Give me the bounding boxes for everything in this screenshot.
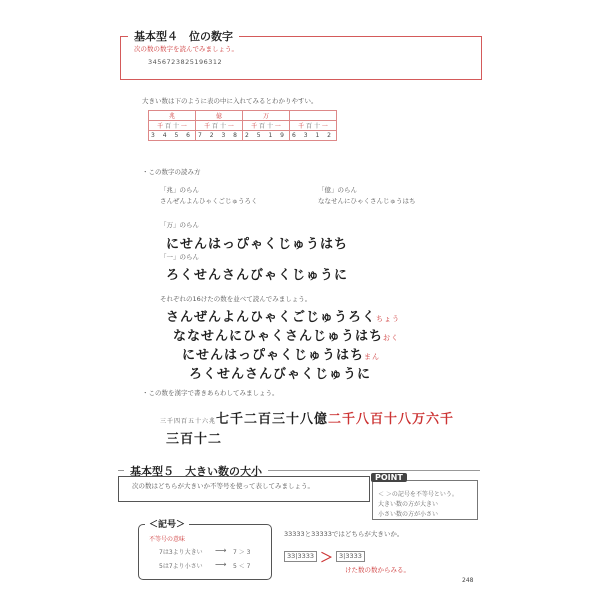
kigou-row-2-right: 5 ＜ 7: [233, 563, 251, 570]
table-caption: 大きい数は下のように表の中に入れてみるとわかりやすい。: [142, 97, 318, 105]
kigou-row-2-left: 5は7より小さい: [159, 563, 203, 570]
ichi-label: 「一」のらん: [160, 253, 199, 261]
group-header-man: 万: [243, 111, 290, 121]
units-ichi: 千 百 十 一: [290, 121, 337, 131]
digits-cho: 3 4 5 6: [149, 131, 196, 141]
group-header-ichi: [290, 111, 337, 121]
kanji-line-2: 三百十二: [166, 432, 223, 447]
kigou-heading: 不等号の意味: [149, 536, 186, 543]
section4-instruction: 次の数の数字を読んでみましょう。: [134, 45, 238, 53]
kigou-row-1-right: 7 ＞ 3: [233, 549, 251, 556]
reading-heading: ・ この数字の読み方: [142, 168, 201, 177]
units-oku: 千 百 十 一: [196, 121, 243, 131]
section5-instruction: 次の数はどちらが大きいか不等号を使って表してみましょう。: [132, 482, 314, 490]
compare-left: 33|3333: [284, 551, 317, 562]
digits-man: 2 5 1 9: [243, 131, 290, 141]
combined-line-2: ななせんにひゃくさんじゅうはちおく: [173, 329, 400, 344]
cho-reading: さんぜんよんひゃくごじゅうろく: [160, 197, 258, 205]
point-line-2: 大きい数の方が大きい: [378, 501, 439, 508]
compare-symbol: ＞: [320, 551, 334, 566]
kigou-box: [138, 520, 272, 580]
kigou-row-1-left: 7は3より大きい: [159, 549, 203, 556]
kanji-heading: ・ この数を漢字で書きあらわしてみましょう。: [142, 389, 279, 398]
group-header-oku: 億: [196, 111, 243, 121]
arrow-icon: ⟶: [215, 546, 227, 555]
place-value-table: [148, 110, 337, 141]
kigou-title: ＜記号＞: [145, 517, 189, 530]
combined-line-4: ろくせんさんびゃくじゅうに: [189, 367, 372, 382]
digits-oku: 7 2 3 8: [196, 131, 243, 141]
compare-question: 33333と33333ではどちらが大きいか。: [284, 530, 404, 538]
cho-label: 「兆」のらん: [160, 186, 199, 194]
page-number: 248: [462, 577, 474, 584]
kanji-line-1: 三千四百五十六兆七千二百三十八億二千八百十八万六千: [160, 412, 455, 427]
combined-line-1: さんぜんよんひゃくごじゅうろくちょう: [166, 310, 401, 325]
section4-box: [120, 28, 482, 80]
section4-title: 基本型４ 位の数字: [128, 28, 239, 44]
arrow-icon: ⟶: [215, 560, 227, 569]
section4-number: 3456723825196312: [148, 58, 223, 66]
man-reading: にせんはっぴゃくじゅうはち: [166, 237, 349, 252]
oku-label: 「億」のらん: [318, 186, 357, 194]
compare-note: けた数の数からみる。: [345, 566, 410, 574]
section5-title: 基本型５ 大きい数の大小: [124, 463, 268, 479]
oku-reading: ななせんにひゃくさんじゅうはち: [318, 197, 416, 205]
group-header-cho: 兆: [149, 111, 196, 121]
man-label: 「万」のらん: [160, 221, 199, 229]
digits-ichi: 6 3 1 2: [290, 131, 337, 141]
point-line-3: 小さい数の方が小さい: [378, 511, 439, 518]
combined-line-3: にせんはっぴゃくじゅうはちまん: [182, 348, 381, 363]
point-line-1: ＜ ＞の記号を不等号という。: [378, 491, 458, 498]
compare-right: 3|3333: [336, 551, 365, 562]
units-man: 千 百 十 一: [243, 121, 290, 131]
point-label: POINT: [371, 473, 407, 482]
ichi-reading: ろくせんさんびゃくじゅうに: [166, 268, 349, 283]
point-box: [372, 473, 478, 520]
units-cho: 千 百 十 一: [149, 121, 196, 131]
combined-heading: それぞれの16けたの数を並べて読んでみましょう。: [160, 295, 312, 303]
compare-expression: [284, 547, 365, 566]
